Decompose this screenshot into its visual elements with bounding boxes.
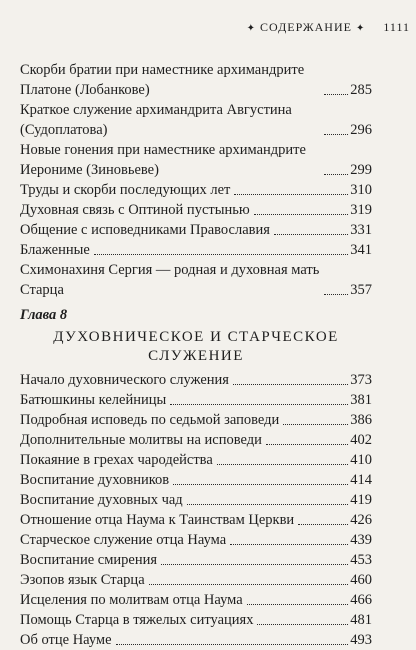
toc-entry-title: Духовная связь с Оптиной пустынью [20,202,250,218]
toc-entry-page: 460 [350,572,372,588]
dot-leader [230,544,348,545]
toc-entry [20,450,372,470]
toc-entry-page: 285 [350,82,372,98]
dot-leader [324,94,348,95]
dot-leader [283,424,348,425]
dot-leader [266,444,348,445]
dot-leader [324,134,348,135]
toc-entry-page: 414 [350,472,372,488]
toc-entry [20,590,372,610]
ornament-right-icon: ✦ [355,23,366,34]
dot-leader [217,464,348,465]
toc-entry-page: 381 [350,392,372,408]
toc-entry [20,60,372,100]
toc-entry-page: 402 [350,432,372,448]
chapter-title [20,328,372,366]
toc-entry-page: 453 [350,552,372,568]
toc-entry-page: 296 [350,122,372,138]
dot-leader [233,384,348,385]
toc-entry-title: Об отце Науме [20,632,112,648]
toc-entry-title: Краткое служение архимандрита Августина (Судоплатова) [20,102,292,138]
toc-entry-title: Воспитание духовных чад [20,492,183,508]
dot-leader [170,404,348,405]
toc-entry-page: 439 [350,532,372,548]
toc-entry [20,530,372,550]
toc-entry [20,180,372,200]
toc-entry-page: 341 [350,242,372,258]
toc-entry-title: Воспитание духовников [20,472,170,488]
toc-entry [20,410,372,430]
toc-entry-title: Помощь Старца в тяжелых ситуациях [20,612,254,628]
toc-entry [20,260,372,300]
toc-entry-title: Отношение отца Наума к Таинствам Церкви [20,512,295,528]
toc-entry [20,100,372,140]
toc-entry-page: 419 [350,492,372,508]
dot-leader [116,644,349,645]
dot-leader [324,294,348,295]
toc-entry-title: Начало духовнического служения [20,372,229,388]
toc-entry [20,550,372,570]
toc-entry-title: Блаженные [20,242,90,258]
toc-entry-page: 299 [350,162,372,178]
toc-entry-page: 386 [350,412,372,428]
toc-entry [20,390,372,410]
dot-leader [247,604,349,605]
toc-entry-title: Дополнительные молитвы на исповеди [20,432,262,448]
dot-leader [187,504,349,505]
toc-entry-title: Старческое служение отца Наума [20,532,227,548]
toc-entry-title: Батюшкины келейницы [20,392,167,408]
dot-leader [161,564,348,565]
toc-entry-page: 410 [350,452,372,468]
page-number: 1111 [383,20,410,34]
dot-leader [149,584,349,585]
toc-entry [20,200,372,220]
toc-entry [20,570,372,590]
toc-entry [20,240,372,260]
toc-entry [20,510,372,530]
header-title: СОДЕРЖАНИЕ [260,20,352,34]
toc-entry [20,610,372,630]
toc-entry-page: 319 [350,202,372,218]
toc-entry-page: 310 [350,182,372,198]
toc-entry-title: Труды и скорби последующих лет [20,182,231,198]
toc-entry-page: 493 [350,632,372,648]
toc-entry [20,370,372,390]
toc-entry [20,490,372,510]
toc-entry-page: 373 [350,372,372,388]
chapter-label: Глава 8 [20,307,68,323]
entries-before [20,60,372,300]
running-header [247,20,410,35]
toc-entry-title: Новые гонения при наместнике архимандрите Иерониме (Зиновьеве) [20,142,306,178]
dot-leader [173,484,348,485]
dot-leader [274,234,348,235]
toc-entry [20,630,372,650]
toc-entry-page: 357 [350,282,372,298]
toc-entry-page: 426 [350,512,372,528]
dot-leader [298,524,348,525]
toc-entry-title: Схимонахиня Сергия — родная и духовная мать Старца [20,262,320,298]
toc-entry-title: Общение с исповедниками Православия [20,222,270,238]
toc-entry-title: Подробная исповедь по седьмой заповеди [20,412,280,428]
table-of-contents [20,60,372,650]
toc-entry-page: 466 [350,592,372,608]
toc-entry-page: 331 [350,222,372,238]
toc-entry [20,220,372,240]
toc-entry-page: 481 [350,612,372,628]
dot-leader [254,214,349,215]
toc-entry [20,470,372,490]
toc-entry [20,140,372,180]
toc-entry-title: Скорби братии при наместнике архимандрите Платоне (Лобанкове) [20,62,305,98]
chapter-title-line2: СЛУЖЕНИЕ [148,348,244,364]
chapter-title-line1: ДУХОВНИЧЕСКОЕ И СТАРЧЕСКОЕ [53,329,339,345]
dot-leader [94,254,348,255]
toc-entry-title: Воспитание смирения [20,552,158,568]
dot-leader [324,174,348,175]
dot-leader [257,624,348,625]
toc-entry-title: Эзопов язык Старца [20,572,145,588]
toc-entry-title: Исцеления по молитвам отца Наума [20,592,243,608]
toc-entry-title: Покаяние в грехах чародейства [20,452,213,468]
toc-entry [20,430,372,450]
dot-leader [234,194,348,195]
entries-after [20,370,372,650]
ornament-left-icon: ✦ [246,23,257,34]
